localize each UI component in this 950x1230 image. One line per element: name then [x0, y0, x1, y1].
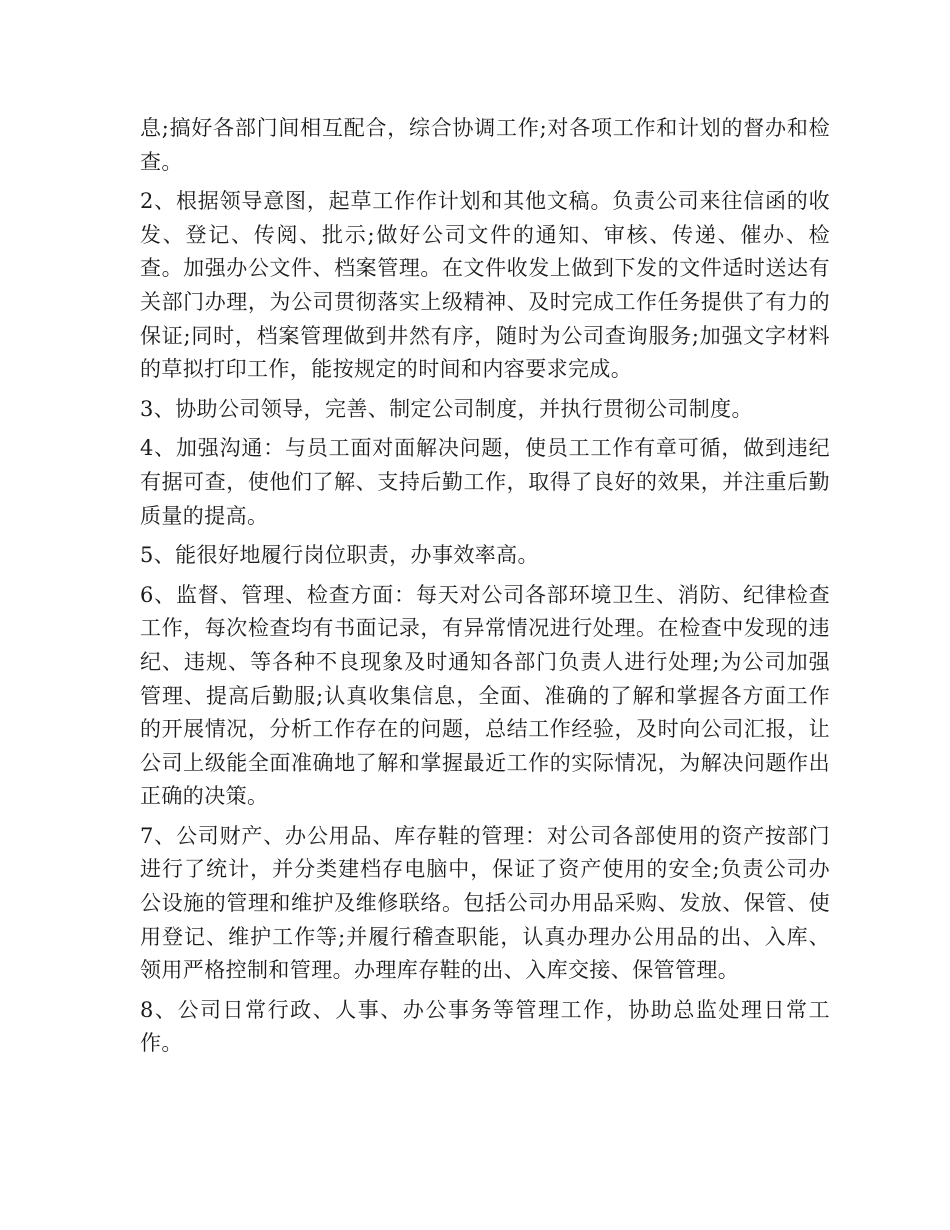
- paragraph-item-5: 5、能很好地履行岗位职责，办事效率高。: [140, 543, 539, 568]
- paragraph-item-7: 7、公司财产、办公用品、库存鞋的管理：对公司各部使用的资产按部门进行了统计，并分类建档存电脑中，保证了资产使用的安全;负责公司办公设施的管理和维护及维修联络。包括公司办用品采购、发放、保管、使用登记、维护工作等;并履行稽查职能，认真办理办公用品的出、入库、领用严格控制和管理。办理库存鞋的出、入库交接、保管管理。: [140, 823, 830, 983]
- paragraph-item-4: 4、加强沟通：与员工面对面解决问题，使员工工作有章可循，做到违纪有据可查，使他们了解、支持后勤工作，取得了良好的效果，并注重后勤质量的提高。: [140, 436, 830, 528]
- paragraph-item-6: 6、监督、管理、检查方面：每天对公司各部环境卫生、消防、纪律检查工作，每次检查均有书面记录，有异常情况进行处理。在检查中发现的违纪、违规、等各种不良现象及时通知各部门负责人进行处理;为公司加强管理、提高后勤服;认真收集信息，全面、准确的了解和掌握各方面工作的开展情况，分析工作存在的问题，总结工作经验，及时向公司汇报，让公司上级能全面准确地了解和掌握最近工作的实际情况，为解决问题作出正确的决策。: [140, 582, 830, 809]
- paragraph-item-3: 3、协助公司领导，完善、制定公司制度，并执行贯彻公司制度。: [140, 396, 753, 421]
- paragraph-item-2: 2、根据领导意图，起草工作作计划和其他文稿。负责公司来往信函的收发、登记、传阅、批示;做好公司文件的通知、审核、传递、催办、检查。加强办公文件、档案管理。在文件收发上做到下发的文件适时送达有关部门办理，为公司贯彻落实上级精神、及时完成工作任务提供了有力的保证;同时，档案管理做到井然有序，随时为公司查询服务;加强文字材料的草拟打印工作，能按规定的时间和内容要求完成。: [140, 189, 830, 382]
- paragraph-item-8: 8、公司日常行政、人事、办公事务等管理工作，协助总监处理日常工作。: [140, 997, 830, 1056]
- paragraph-continuation: 息;搞好各部门间相互配合，综合协调工作;对各项工作和计划的督办和检查。: [140, 116, 830, 174]
- document-body: [140, 112, 830, 1067]
